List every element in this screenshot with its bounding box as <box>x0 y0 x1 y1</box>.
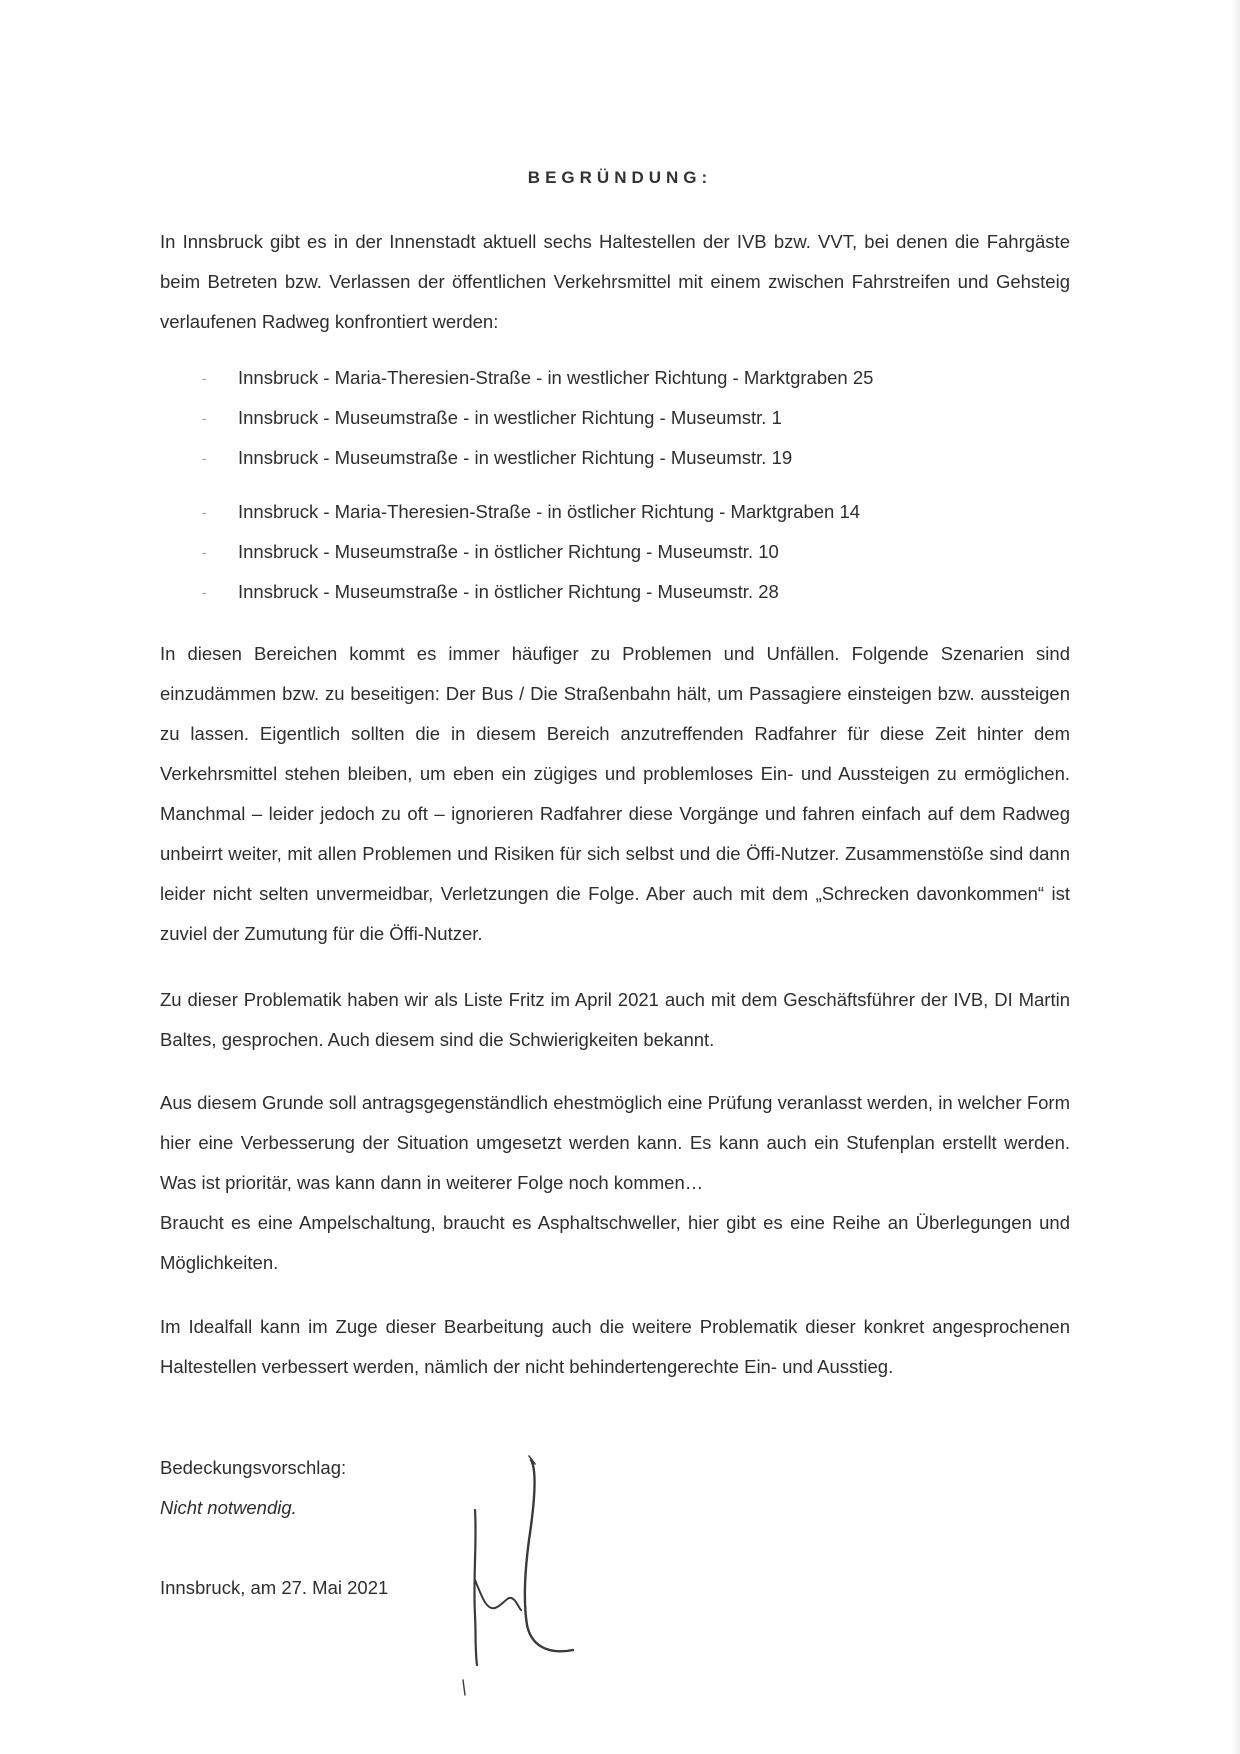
meeting-paragraph: Zu dieser Problematik haben wir als Liste Fritz im April 2021 auch mit dem Geschäftsführer der IVB, DI Martin Baltes, gesprochen. Auch diesem sind die Schwierigkeiten bekannt. <box>160 989 1070 1050</box>
stop-text: Innsbruck - Museumstraße - in westlicher Richtung - Museumstr. 19 <box>238 447 793 468</box>
list-item <box>200 492 1060 532</box>
stops-west-list <box>200 358 1060 478</box>
bullet-dash: - <box>202 370 207 386</box>
stops-east-list <box>200 492 1060 612</box>
page-edge-shadow <box>1232 0 1240 1754</box>
stop-text: Innsbruck - Museumstraße - in östlicher Richtung - Museumstr. 28 <box>238 581 779 602</box>
handwritten-signature <box>455 1450 605 1710</box>
document-heading: BEGRÜNDUNG: <box>527 168 713 187</box>
intro-paragraph: In Innsbruck gibt es in der Innenstadt aktuell sechs Haltestellen der IVB bzw. VVT, bei denen die Fahrgäste beim Betreten bzw. Verlassen der öffentlichen Verkehrsmittel mit einem zwischen Fahrstreifen und Gehsteig verlaufenen Radweg konfrontiert werden: <box>160 231 1070 332</box>
coverage-label: Bedeckungsvorschlag: <box>160 1457 347 1478</box>
bullet-dash: - <box>202 544 207 560</box>
stop-text: Innsbruck - Museumstraße - in östlicher Richtung - Museumstr. 10 <box>238 541 779 562</box>
stop-text: Innsbruck - Maria-Theresien-Straße - in östlicher Richtung - Marktgraben 14 <box>238 501 861 522</box>
list-item <box>200 532 1060 572</box>
bullet-dash: - <box>202 584 207 600</box>
stop-text: Innsbruck - Museumstraße - in westlicher Richtung - Museumstr. 1 <box>238 407 782 428</box>
coverage-value: Nicht notwendig. <box>160 1497 297 1518</box>
stop-text: Innsbruck - Maria-Theresien-Straße - in westlicher Richtung - Marktgraben 25 <box>238 367 874 388</box>
bullet-dash: - <box>202 450 207 466</box>
list-item <box>200 358 1060 398</box>
bullet-dash: - <box>202 410 207 426</box>
options-paragraph: Braucht es eine Ampelschaltung, braucht es Asphaltschweller, hier gibt es eine Reihe an Überlegungen und Möglichkeiten. <box>160 1212 1070 1273</box>
review-paragraph: Aus diesem Grunde soll antragsgegenständlich ehestmöglich eine Prüfung veranlasst werden, in welcher Form hier eine Verbesserung der Situation umgesetzt werden kann. Es kann auch ein Stufenplan erstellt werden. Was ist prioritär, was kann dann in weiterer Folge noch kommen… <box>160 1092 1070 1193</box>
place-date: Innsbruck, am 27. Mai 2021 <box>160 1577 389 1598</box>
ideal-paragraph: Im Idealfall kann im Zuge dieser Bearbeitung auch die weitere Problematik dieser konkret angesprochenen Haltestellen verbessert werden, nämlich der nicht behindertengerechte Ein- und Ausstieg. <box>160 1316 1070 1377</box>
problems-paragraph: In diesen Bereichen kommt es immer häufiger zu Problemen und Unfällen. Folgende Szenarien sind einzudämmen bzw. zu beseitigen: Der Bus / Die Straßenbahn hält, um Passagiere einsteigen bzw. aussteigen zu lassen. Eigentlich sollten die in diesem Bereich anzutreffenden Radfahrer für diese Zeit hinter dem Verkehrsmittel stehen bleiben, um eben ein zügiges und problemloses Ein- und Aussteigen zu ermöglichen. Manchmal – leider jedoch zu oft – ignorieren Radfahrer diese Vorgänge und fahren einfach auf dem Radweg unbeirrt weiter, mit allen Problemen und Risiken für sich selbst und die Öffi-Nutzer. Zusammenstöße sind dann leider nicht selten unvermeidbar, Verletzungen die Folge. Aber auch mit dem „Schrecken davonkommen“ ist zuviel der Zumutung für die Öffi-Nutzer. <box>160 643 1070 944</box>
list-item <box>200 398 1060 438</box>
bullet-dash: - <box>202 504 207 520</box>
list-item <box>200 572 1060 612</box>
list-item <box>200 438 1060 478</box>
